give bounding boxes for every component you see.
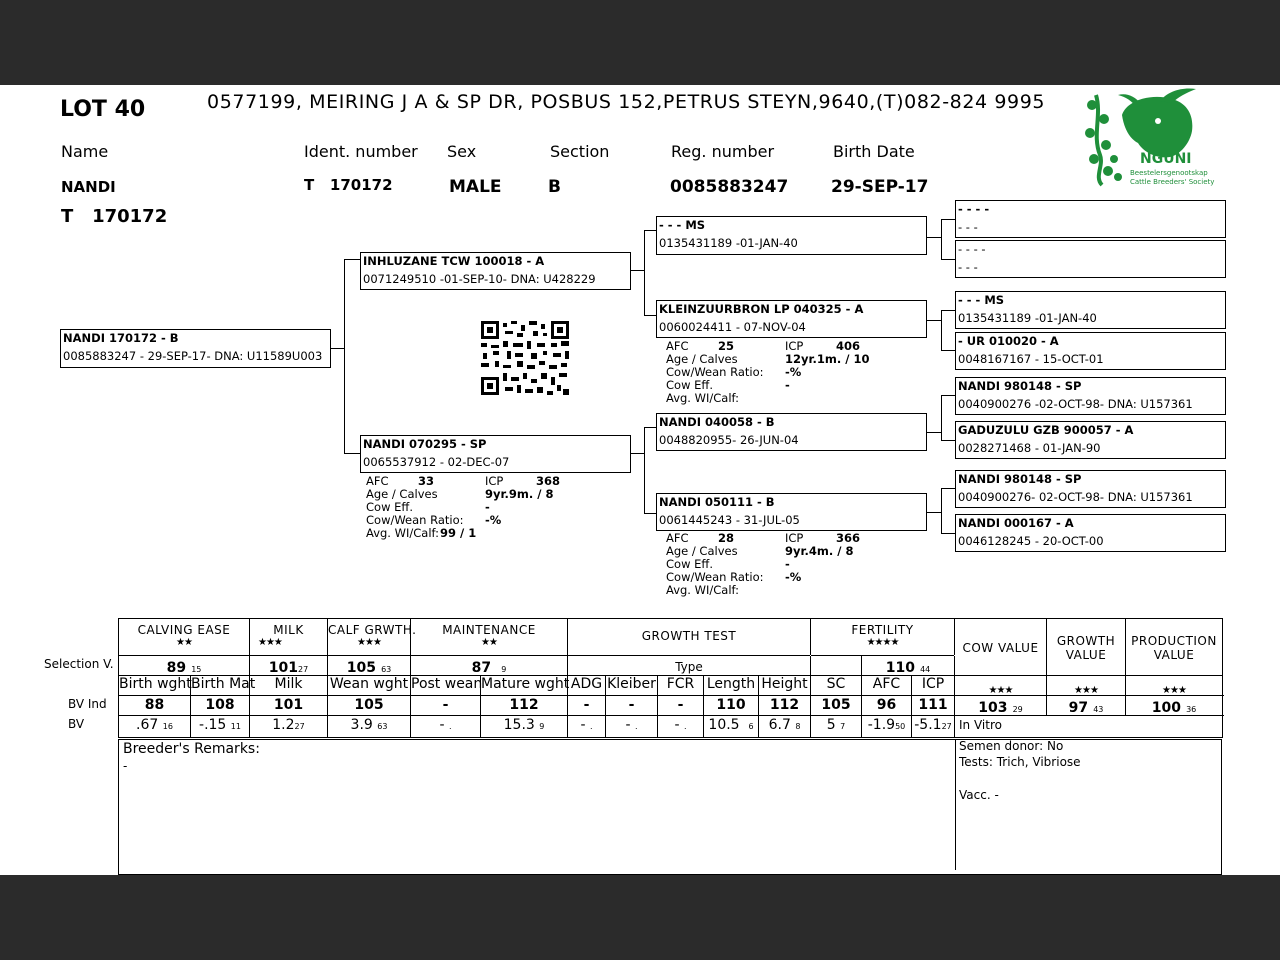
pedigree-gg-5-details: 0040900276 -02-OCT-98- DNA: U157361 xyxy=(958,397,1193,411)
value-growth xyxy=(1047,696,1126,715)
stat-value-icp: 368 xyxy=(536,474,561,488)
sel-growth-type xyxy=(568,656,811,675)
remarks-box xyxy=(118,739,1222,875)
group-calving-ease xyxy=(119,619,250,655)
bv-afc xyxy=(862,716,912,737)
bv-afc-value: -1.9 xyxy=(867,717,896,733)
stat-value-wt: 99 / 1 xyxy=(440,526,477,540)
pedigree-gg-6 xyxy=(955,421,1226,459)
sel-milk xyxy=(250,656,328,675)
group-cow-value xyxy=(955,619,1047,675)
col-adg: ADG xyxy=(568,676,606,695)
value-production xyxy=(1126,696,1222,715)
pedigree-subject-title: NANDI 170172 - B xyxy=(63,331,179,345)
stat-value-icp: 366 xyxy=(836,531,861,545)
pedigree-dam xyxy=(360,435,631,473)
pedigree-dam-dam-details: 0061445243 - 31-JUL-05 xyxy=(659,513,800,527)
bv-birth-mat-value: -.15 xyxy=(199,717,227,733)
bv-milk-acc: 27 xyxy=(294,722,305,731)
group-production-value-label: PRODUCTION VALUE xyxy=(1131,634,1217,662)
group-milk-label: MILK xyxy=(273,623,304,637)
label-name: Name xyxy=(61,142,109,161)
bv-birth-mat-acc: 11 xyxy=(230,722,241,731)
pedigree-gg-6-title: GADUZULU GZB 900057 - A xyxy=(958,423,1134,437)
pedigree-sire-details: 0071249510 -01-SEP-10- DNA: U428229 xyxy=(363,272,596,286)
pedigree-gg-4 xyxy=(955,332,1226,370)
bv-wean-wght-value: 3.9 xyxy=(350,717,373,733)
sel-milk-value: 101 xyxy=(268,660,299,676)
bv-height-value: 6.7 xyxy=(768,717,791,733)
stat-label-wt: Avg. WI/Calf: xyxy=(666,391,740,405)
group-growth-value xyxy=(1047,619,1126,675)
stat-label-ratio: Cow/Wean Ratio: xyxy=(366,513,464,527)
animal-reg: 0085883247 xyxy=(670,177,789,197)
logo-line-2: Cattle Breeders' Society xyxy=(1130,178,1215,186)
label-reg: Reg. number xyxy=(671,142,775,161)
sel-maintenance-acc: 9 xyxy=(501,665,507,674)
stat-value-afc: 25 xyxy=(718,339,735,353)
bv-milk xyxy=(250,716,328,737)
stats-sire-dam xyxy=(666,340,926,405)
stat-label-age: Age / Calves xyxy=(366,487,438,501)
col-birth-mat: Birth Mat xyxy=(191,676,250,695)
col-kleiber: Kleiber xyxy=(606,676,658,695)
sel-calf-growth-acc: 63 xyxy=(381,665,392,674)
pedigree-gg-1-title: - - - - xyxy=(958,202,990,216)
pedigree-gg-5 xyxy=(955,377,1226,415)
stat-value-eff: - xyxy=(785,557,790,571)
stats-dam xyxy=(366,475,626,540)
animal-birth: 29-SEP-17 xyxy=(831,177,929,197)
certificate-sheet xyxy=(0,85,1280,875)
bv-wean-wght xyxy=(328,716,411,737)
pedigree-subject-details: 0085883247 - 29-SEP-17- DNA: U11589U003 xyxy=(63,349,323,363)
pedigree-gg-4-title: - UR 010020 - A xyxy=(958,334,1059,348)
group-calf-growth-label: CALF GRWTH. xyxy=(328,623,417,637)
bvind-wean-wght: 105 xyxy=(328,696,411,715)
bv-mature-wght-acc: 9 xyxy=(539,722,545,731)
in-vitro-label: In Vitro xyxy=(959,718,1002,732)
stars-calving-ease: ★★ xyxy=(176,637,192,648)
semen-donor: Semen donor: No xyxy=(959,739,1064,753)
stat-value-ratio: -% xyxy=(785,570,802,584)
bv-sc-value: 5 xyxy=(826,717,836,733)
sel-maintenance-value: 87 xyxy=(471,660,492,676)
pedigree-dam-sire-title: NANDI 040058 - B xyxy=(659,415,775,429)
bv-height xyxy=(759,716,811,737)
pedigree-sire-sire-title: - - - MS xyxy=(659,218,706,232)
pedigree-gg-7-title: NANDI 980148 - SP xyxy=(958,472,1082,486)
stat-label-wt: Avg. WI/Calf: xyxy=(366,526,440,540)
pedigree-gg-6-details: 0028271468 - 01-JAN-90 xyxy=(958,441,1101,455)
stat-value-age: 12yr.1m. / 10 xyxy=(785,352,870,366)
stat-value-age: 9yr.4m. / 8 xyxy=(785,544,854,558)
bv-adg-value: - xyxy=(580,717,586,733)
stat-value-age: 9yr.9m. / 8 xyxy=(485,487,554,501)
stat-value-eff: - xyxy=(485,500,490,514)
bv-mature-wght xyxy=(481,716,568,737)
stat-value-ratio: -% xyxy=(485,513,502,527)
bvind-height: 112 xyxy=(759,696,811,715)
pedigree-sire-title: INHLUZANE TCW 100018 - A xyxy=(363,254,545,268)
value-cow-acc: 29 xyxy=(1012,705,1023,714)
pedigree-gg-2-details: - - - xyxy=(958,260,978,274)
sel-fertility-acc: 44 xyxy=(920,665,931,674)
stat-label-ratio: Cow/Wean Ratio: xyxy=(666,365,764,379)
pedigree-gg-8-title: NANDI 000167 - A xyxy=(958,516,1074,530)
breeder-info: 0577199, MEIRING J A & SP DR, POSBUS 152,PETRUS STEYN,9640,(T)082-824 9995 xyxy=(207,91,1046,113)
col-milk: Milk xyxy=(250,676,328,695)
animal-tattoo: T 170172 xyxy=(61,206,168,227)
group-calf-growth xyxy=(328,619,417,655)
pedigree-gg-5-title: NANDI 980148 - SP xyxy=(958,379,1082,393)
bvind-mature-wght: 112 xyxy=(481,696,568,715)
pedigree-dam-dam-title: NANDI 050111 - B xyxy=(659,495,775,509)
sel-fertility-blank xyxy=(811,656,862,675)
value-cow xyxy=(955,696,1047,715)
pedigree-gg-8-details: 0046128245 - 20-OCT-00 xyxy=(958,534,1104,548)
stat-value-icp: 406 xyxy=(836,339,861,353)
bv-icp xyxy=(912,716,955,737)
pedigree-dam-title: NANDI 070295 - SP xyxy=(363,437,487,451)
group-maintenance-label: MAINTENANCE xyxy=(442,623,536,637)
bv-post-wean-acc: . xyxy=(448,722,452,731)
pedigree-gg-1-details: - - - xyxy=(958,220,978,234)
bv-sc xyxy=(811,716,862,737)
col-length: Length xyxy=(704,676,759,695)
stars-production-value-cell xyxy=(1126,676,1222,695)
bv-wean-wght-acc: 63 xyxy=(377,722,388,731)
pedigree-gg-2-title: - - - - xyxy=(958,242,986,256)
bv-milk-value: 1.2 xyxy=(272,717,295,733)
bvind-kleiber: - xyxy=(606,696,658,715)
bv-length xyxy=(704,716,759,737)
bv-birth-wght xyxy=(119,716,191,737)
type-label: Type xyxy=(675,660,703,674)
bv-post-wean-value: - xyxy=(439,717,445,733)
stat-label-age: Age / Calves xyxy=(666,352,738,366)
col-height: Height xyxy=(759,676,811,695)
bvind-afc: 96 xyxy=(862,696,912,715)
stars-calf-growth: ★★★ xyxy=(357,637,381,648)
bvind-icp: 111 xyxy=(912,696,955,715)
group-growth-value-label: GROWTH VALUE xyxy=(1056,634,1116,662)
stars-production-value: ★★★ xyxy=(1162,685,1186,696)
value-growth-number: 97 xyxy=(1068,700,1089,716)
bvind-sc: 105 xyxy=(811,696,862,715)
animal-name: NANDI xyxy=(61,178,116,196)
stat-label-afc: AFC xyxy=(366,474,389,488)
bvind-birth-mat: 108 xyxy=(191,696,250,715)
stars-growth-value-cell xyxy=(1047,676,1126,695)
bvind-adg: - xyxy=(568,696,606,715)
bv-icp-value: -5.1 xyxy=(914,717,942,733)
pedigree-sire-sire-details: 0135431189 -01-JAN-40 xyxy=(659,236,798,250)
bv-mature-wght-value: 15.3 xyxy=(503,717,535,733)
bv-icp-acc: 27 xyxy=(941,722,952,731)
bv-adg xyxy=(568,716,606,737)
animal-ident: T 170172 xyxy=(304,176,393,194)
bv-kleiber-value: - xyxy=(625,717,631,733)
stat-label-wt: Avg. WI/Calf: xyxy=(666,583,740,597)
value-growth-acc: 43 xyxy=(1093,705,1104,714)
value-production-number: 100 xyxy=(1151,700,1181,716)
label-sex: Sex xyxy=(447,142,477,161)
group-cow-value-label: COW VALUE xyxy=(962,641,1039,655)
value-cow-number: 103 xyxy=(978,700,1008,716)
col-fcr: FCR xyxy=(658,676,704,695)
stat-label-eff: Cow Eff. xyxy=(666,378,713,392)
row-label-bv-ind: BV Ind xyxy=(68,697,107,711)
ebv-table xyxy=(118,618,1223,738)
bvind-milk: 101 xyxy=(250,696,328,715)
stat-label-eff: Cow Eff. xyxy=(666,557,713,571)
bv-birth-wght-acc: 16 xyxy=(162,722,173,731)
vaccinations: Vacc. - xyxy=(959,788,999,802)
stars-fertility: ★★★★ xyxy=(866,637,899,648)
stat-label-icp: ICP xyxy=(485,474,504,488)
bv-adg-acc: . xyxy=(589,722,593,731)
stat-value-ratio: -% xyxy=(785,365,802,379)
col-birth-wght: Birth wght xyxy=(119,676,191,695)
sel-maintenance xyxy=(411,656,568,675)
bv-length-value: 10.5 xyxy=(708,717,740,733)
bvind-fcr: - xyxy=(658,696,704,715)
col-wean-wght: Wean wght xyxy=(328,676,411,695)
stats-dam-dam xyxy=(666,532,926,597)
remarks-text: - xyxy=(123,759,128,773)
row-label-bv: BV xyxy=(68,717,85,731)
stars-growth-value: ★★★ xyxy=(1074,685,1098,696)
row-label-selection: Selection V. xyxy=(44,657,114,671)
pedigree-sire-sire xyxy=(656,216,927,255)
bv-fcr-acc: . xyxy=(683,722,687,731)
animal-section: B xyxy=(548,177,561,197)
sel-calf-growth xyxy=(328,656,411,675)
col-mature-wght: Mature wght xyxy=(481,676,568,695)
pedigree-gg-3-title: - - - MS xyxy=(958,293,1005,307)
nguni-logo xyxy=(1082,85,1215,189)
group-growth-test xyxy=(568,619,811,655)
qr-code xyxy=(481,321,569,395)
pedigree-gg-1 xyxy=(955,200,1226,238)
bv-birth-mat xyxy=(191,716,250,737)
bv-afc-acc: 50 xyxy=(895,722,906,731)
group-production-value xyxy=(1126,619,1222,675)
sel-fertility xyxy=(862,656,955,675)
bvind-birth-wght: 88 xyxy=(119,696,191,715)
stars-cow-value: ★★★ xyxy=(988,685,1013,696)
label-birth: Birth Date xyxy=(833,142,915,161)
sel-calving-ease-value: 89 xyxy=(166,660,187,676)
stat-label-icp: ICP xyxy=(785,339,804,353)
bv-fcr xyxy=(658,716,704,737)
pedigree-gg-7 xyxy=(955,470,1226,508)
remarks-title: Breeder's Remarks: xyxy=(123,741,260,757)
stat-label-age: Age / Calves xyxy=(666,544,738,558)
tests: Tests: Trich, Vibriose xyxy=(959,755,1081,769)
sel-fertility-value: 110 xyxy=(885,660,915,676)
pedigree-sire-dam xyxy=(656,300,927,338)
stat-label-ratio: Cow/Wean Ratio: xyxy=(666,570,764,584)
col-icp: ICP xyxy=(912,676,955,695)
value-production-acc: 36 xyxy=(1186,705,1197,714)
logo-name: NGUNI xyxy=(1140,151,1192,167)
bv-post-wean xyxy=(411,716,481,737)
col-afc: AFC xyxy=(862,676,912,695)
stat-label-eff: Cow Eff. xyxy=(366,500,413,514)
stars-milk: ★★★ xyxy=(258,637,282,648)
sel-calving-ease-acc: 15 xyxy=(191,665,202,674)
bvind-length: 110 xyxy=(704,696,759,715)
stat-label-icp: ICP xyxy=(785,531,804,545)
group-maintenance xyxy=(411,619,568,655)
pedigree-gg-2 xyxy=(955,240,1226,278)
bvind-post-wean: - xyxy=(411,696,481,715)
label-ident: Ident. number xyxy=(304,142,418,161)
sel-calving-ease xyxy=(119,656,250,675)
bv-kleiber xyxy=(606,716,658,737)
pedigree-dam-details: 0065537912 - 02-DEC-07 xyxy=(363,455,510,469)
stat-label-afc: AFC xyxy=(666,531,689,545)
lot-number: LOT 40 xyxy=(60,97,146,122)
group-growth-test-label: GROWTH TEST xyxy=(641,629,737,643)
bv-height-acc: 8 xyxy=(795,722,801,731)
stars-maintenance: ★★ xyxy=(481,637,497,648)
bv-sc-acc: 7 xyxy=(840,722,846,731)
pedigree-gg-8 xyxy=(955,514,1226,552)
logo-line-1: Beestelersgenootskap xyxy=(1130,169,1208,177)
bv-birth-wght-value: .67 xyxy=(136,717,159,733)
pedigree-dam-dam xyxy=(656,493,927,531)
bv-fcr-value: - xyxy=(674,717,680,733)
stat-label-afc: AFC xyxy=(666,339,689,353)
group-calving-ease-label: CALVING EASE xyxy=(137,623,231,637)
pedigree-subject xyxy=(60,329,331,368)
col-sc: SC xyxy=(811,676,862,695)
bv-kleiber-acc: . xyxy=(634,722,638,731)
pedigree-dam-sire-details: 0048820955- 26-JUN-04 xyxy=(659,433,799,447)
pedigree-gg-4-details: 0048167167 - 15-OCT-01 xyxy=(958,352,1104,366)
pedigree-sire-dam-title: KLEINZUURBRON LP 040325 - A xyxy=(659,302,864,316)
label-section: Section xyxy=(550,142,610,161)
sel-milk-acc: 27 xyxy=(298,665,309,674)
pedigree-sire xyxy=(360,252,631,290)
stat-value-eff: - xyxy=(785,378,790,392)
pedigree-dam-sire xyxy=(656,413,927,451)
qr-code-icon xyxy=(481,321,569,395)
pedigree-gg-7-details: 0040900276- 02-OCT-98- DNA: U157361 xyxy=(958,490,1193,504)
stat-value-afc: 28 xyxy=(718,531,735,545)
stars-cow-value-cell xyxy=(955,676,1047,695)
group-fertility-label: FERTILITY xyxy=(851,623,914,637)
pedigree-gg-3-details: 0135431189 -01-JAN-40 xyxy=(958,311,1097,325)
pedigree-gg-3 xyxy=(955,291,1226,329)
stat-value-afc: 33 xyxy=(418,474,435,488)
animal-sex: MALE xyxy=(449,177,502,197)
group-milk xyxy=(250,619,328,655)
pedigree-sire-dam-details: 0060024411 - 07-NOV-04 xyxy=(659,320,806,334)
bv-length-acc: 6 xyxy=(748,722,754,731)
sel-calf-growth-value: 105 xyxy=(346,660,376,676)
col-post-wean: Post wean xyxy=(411,676,481,695)
group-fertility xyxy=(811,619,955,655)
